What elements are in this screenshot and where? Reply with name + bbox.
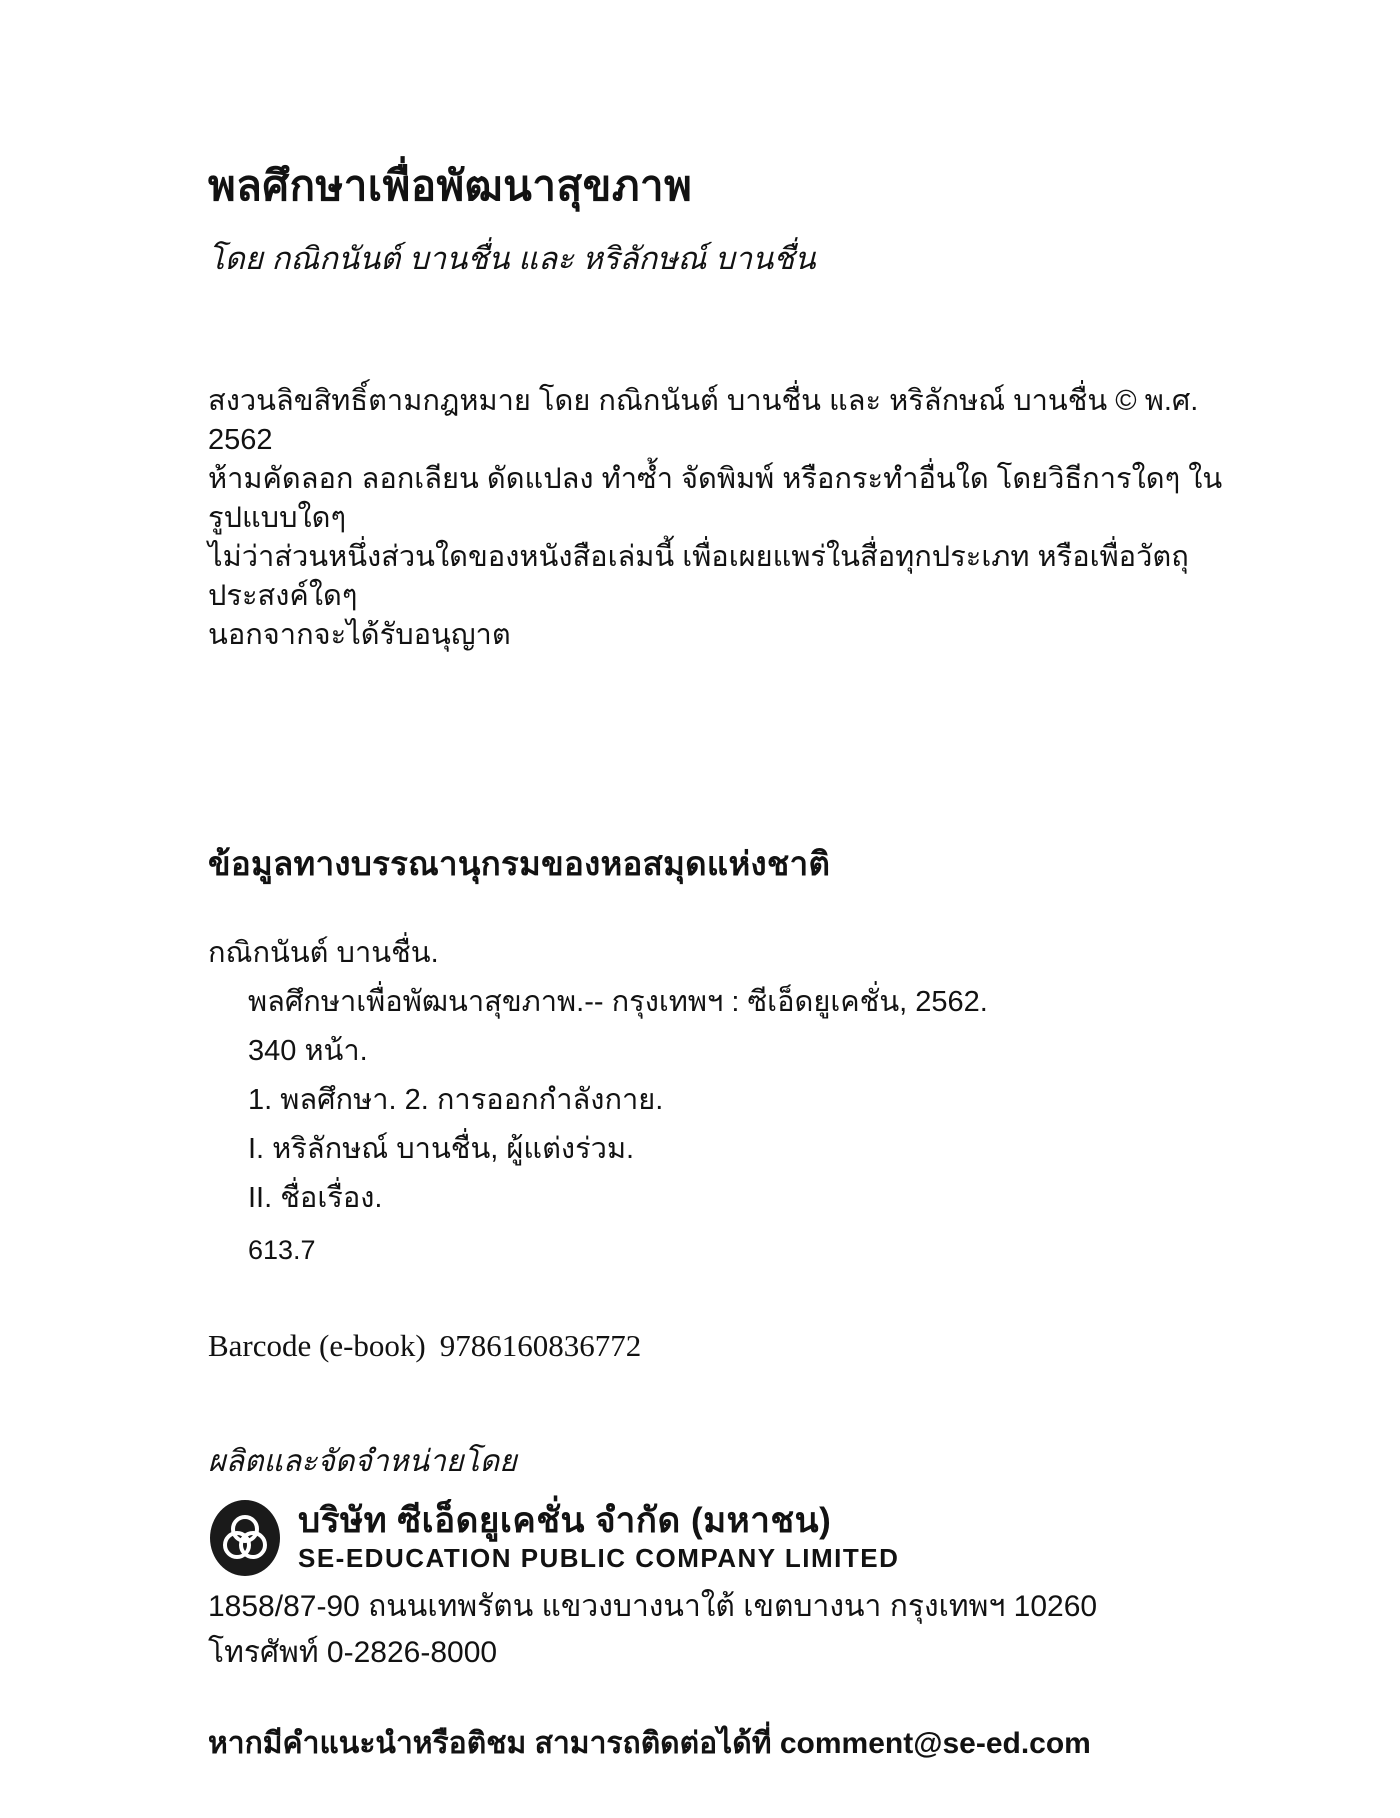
copyright-line: ห้ามคัดลอก ลอกเลียน ดัดแปลง ทำซ้ำ จัดพิมพ์ หรือกระทำอื่นใด โดยวิธีการใดๆ ในรูปแบบใดๆ xyxy=(208,462,1223,534)
publisher-address: 1858/87-90 ถนนเทพรัตน แขวงบางนาใต้ เขตบางนา กรุงเทพฯ 10260 xyxy=(208,1589,1098,1623)
company-name-thai: บริษัท ซีเอ็ดยูเคชั่น จำกัด (มหาชน) xyxy=(298,1501,832,1541)
bibliography-entry: พลศึกษาเพื่อพัฒนาสุขภาพ.-- กรุงเทพฯ : ซีเอ็ดยูเคชั่น, 2562. xyxy=(248,985,988,1018)
bibliography-author: กณิกนันต์ บานชื่น. xyxy=(208,936,439,969)
bibliography-entry: 340 หน้า. xyxy=(248,1034,368,1067)
produced-by-label: ผลิตและจัดจำหน่ายโดย xyxy=(208,1444,517,1478)
publisher-phone: โทรศัพท์ 0-2826-8000 xyxy=(208,1635,498,1669)
copyright-notice xyxy=(208,382,1230,655)
publisher-identity xyxy=(208,1499,1230,1577)
barcode-label: Barcode (e-book) xyxy=(208,1327,426,1363)
company-name-english: SE-EDUCATION PUBLIC COMPANY LIMITED xyxy=(298,1543,900,1574)
bibliography-entry: I. หริลักษณ์ บานชื่น, ผู้แต่งร่วม. xyxy=(248,1132,635,1165)
bibliography-entry: II. ชื่อเรื่อง. xyxy=(248,1181,383,1214)
copyright-line: ไม่ว่าส่วนหนึ่งส่วนใดของหนังสือเล่มนี้ เพื่อเผยแพร่ในสื่อทุกประเภท หรือเพื่อวัตถุประสงค์ใดๆ xyxy=(208,540,1189,612)
bibliography-heading: ข้อมูลทางบรรณานุกรมของหอสมุดแห่งชาติ xyxy=(208,844,831,882)
dewey-decimal-number: 613.7 xyxy=(248,1234,316,1265)
se-ed-knot-icon xyxy=(208,1499,282,1577)
copyright-line: นอกจากจะได้รับอนุญาต xyxy=(208,618,511,651)
feedback-contact-line: หากมีคำแนะนำหรือติชม สามารถติดต่อได้ที่ comment@se-ed.com xyxy=(208,1726,1091,1760)
barcode-number: 9786160836772 xyxy=(439,1327,642,1363)
company-names xyxy=(298,1501,899,1574)
barcode-line xyxy=(208,1328,1230,1364)
copyright-line: สงวนลิขสิทธิ์ตามกฎหมาย โดย กณิกนันต์ บานชื่น และ หริลักษณ์ บานชื่น © พ.ศ. 2562 xyxy=(208,384,1199,456)
bibliography-entry: 1. พลศึกษา. 2. การออกกำลังกาย. xyxy=(248,1083,664,1116)
page-title: พลศึกษาเพื่อพัฒนาสุขภาพ xyxy=(208,162,693,209)
author-byline: โดย กณิกนันต์ บานชื่น และ หริลักษณ์ บานชื่น xyxy=(208,240,816,276)
